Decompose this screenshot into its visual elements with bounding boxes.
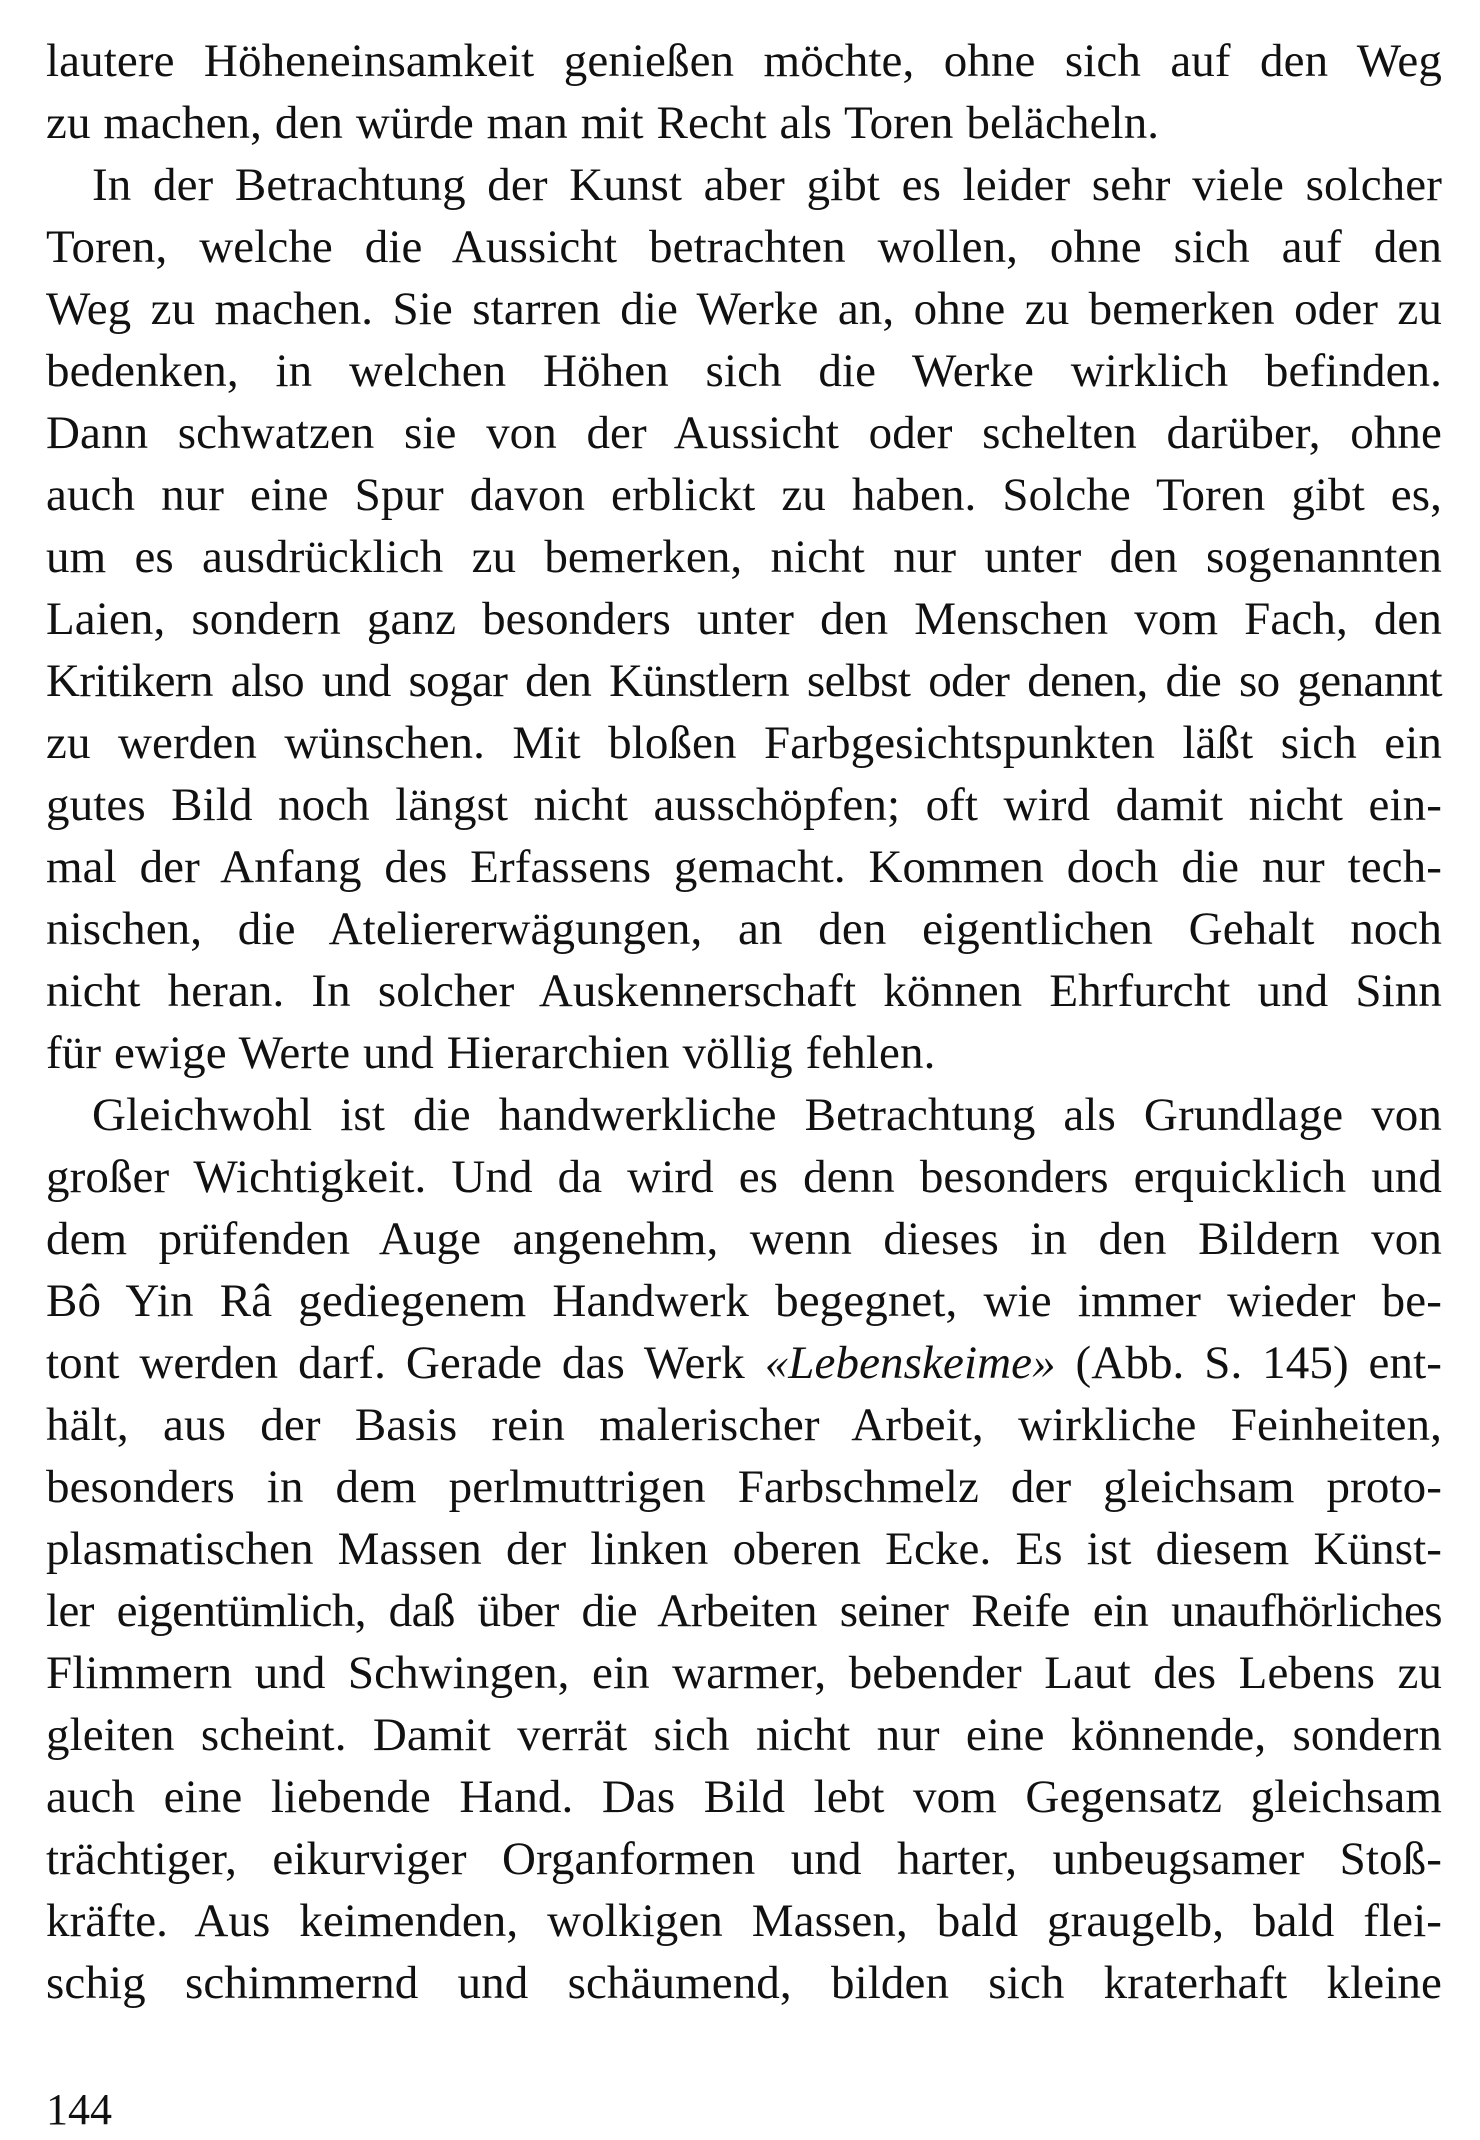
text-line: zu machen, den würde man mit Recht als Toren belächeln. (46, 97, 1160, 149)
text-line: tont werden darf. Gerade das Werk «Lebenskeime» (Abb. S. 145) ent- (46, 1337, 1442, 1389)
text-line: Bô Yin Râ gediegenem Handwerk begegnet, wie immer wieder be- (46, 1275, 1442, 1327)
text-line: kräfte. Aus keimenden, wolkigen Massen, bald graugelb, bald flei- (46, 1895, 1442, 1947)
text-line: plasmatischen Massen der linken oberen Ecke. Es ist diesem Künst- (46, 1523, 1442, 1575)
text-line: In der Betrachtung der Kunst aber gibt es leider sehr viele solcher (92, 159, 1442, 211)
text-line: Gleichwohl ist die handwerkliche Betrachtung als Grundlage von (92, 1089, 1442, 1141)
text-line: Kritikern also und sogar den Künstlern selbst oder denen, die so genannt (46, 655, 1442, 707)
text-line: dem prüfenden Auge angenehm, wenn dieses in den Bildern von (46, 1213, 1442, 1265)
work-title: «Lebenskeime» (764, 1337, 1056, 1389)
text-line: gleiten scheint. Damit verrät sich nicht nur eine könnende, sondern (46, 1709, 1442, 1761)
text-line: auch nur eine Spur davon erblickt zu haben. Solche Toren gibt es, (46, 469, 1442, 521)
text-line: hält, aus der Basis rein malerischer Arbeit, wirkliche Feinheiten, (46, 1399, 1442, 1451)
text-line: zu werden wünschen. Mit bloßen Farbgesichtspunkten läßt sich ein (46, 717, 1442, 769)
book-page (46, 30, 1442, 2134)
text-line: großer Wichtigkeit. Und da wird es denn besonders erquicklich und (46, 1151, 1442, 1203)
text-line: Dann schwatzen sie von der Aussicht oder schelten darüber, ohne (46, 407, 1442, 459)
text-line: bedenken, in welchen Höhen sich die Werke wirklich befinden. (46, 345, 1442, 397)
text-line: um es ausdrücklich zu bemerken, nicht nur unter den sogenannten (46, 531, 1442, 583)
text-line: für ewige Werte und Hierarchien völlig fehlen. (46, 1027, 936, 1079)
text-line: Weg zu machen. Sie starren die Werke an, ohne zu bemerken oder zu (46, 283, 1442, 335)
text-line: Toren, welche die Aussicht betrachten wollen, ohne sich auf den (46, 221, 1442, 273)
text-line: schig schimmernd und schäumend, bilden sich kraterhaft kleine (46, 1957, 1442, 2009)
text-line: ler eigentümlich, daß über die Arbeiten seiner Reife ein unaufhörliches (46, 1585, 1442, 1637)
text-line: Laien, sondern ganz besonders unter den Menschen vom Fach, den (46, 593, 1442, 645)
page-number: 144 (46, 2085, 112, 2134)
text-line: lautere Höheneinsamkeit genießen möchte, ohne sich auf den Weg (46, 35, 1442, 87)
text-line: besonders in dem perlmuttrigen Farbschmelz der gleichsam proto- (46, 1461, 1442, 1513)
text-line: gutes Bild noch längst nicht ausschöpfen; oft wird damit nicht ein- (46, 779, 1442, 831)
text-line: mal der Anfang des Erfassens gemacht. Kommen doch die nur tech- (46, 841, 1442, 893)
text-line: nischen, die Ateliererwägungen, an den eigentlichen Gehalt noch (46, 903, 1442, 955)
text-line: auch eine liebende Hand. Das Bild lebt vom Gegensatz gleichsam (46, 1771, 1442, 1823)
text-line: nicht heran. In solcher Auskennerschaft können Ehrfurcht und Sinn (46, 965, 1442, 1017)
text-line: trächtiger, eikurviger Organformen und harter, unbeugsamer Stoß- (46, 1833, 1442, 1885)
text-line: Flimmern und Schwingen, ein warmer, bebender Laut des Lebens zu (46, 1647, 1442, 1699)
body-text (46, 30, 1442, 2014)
